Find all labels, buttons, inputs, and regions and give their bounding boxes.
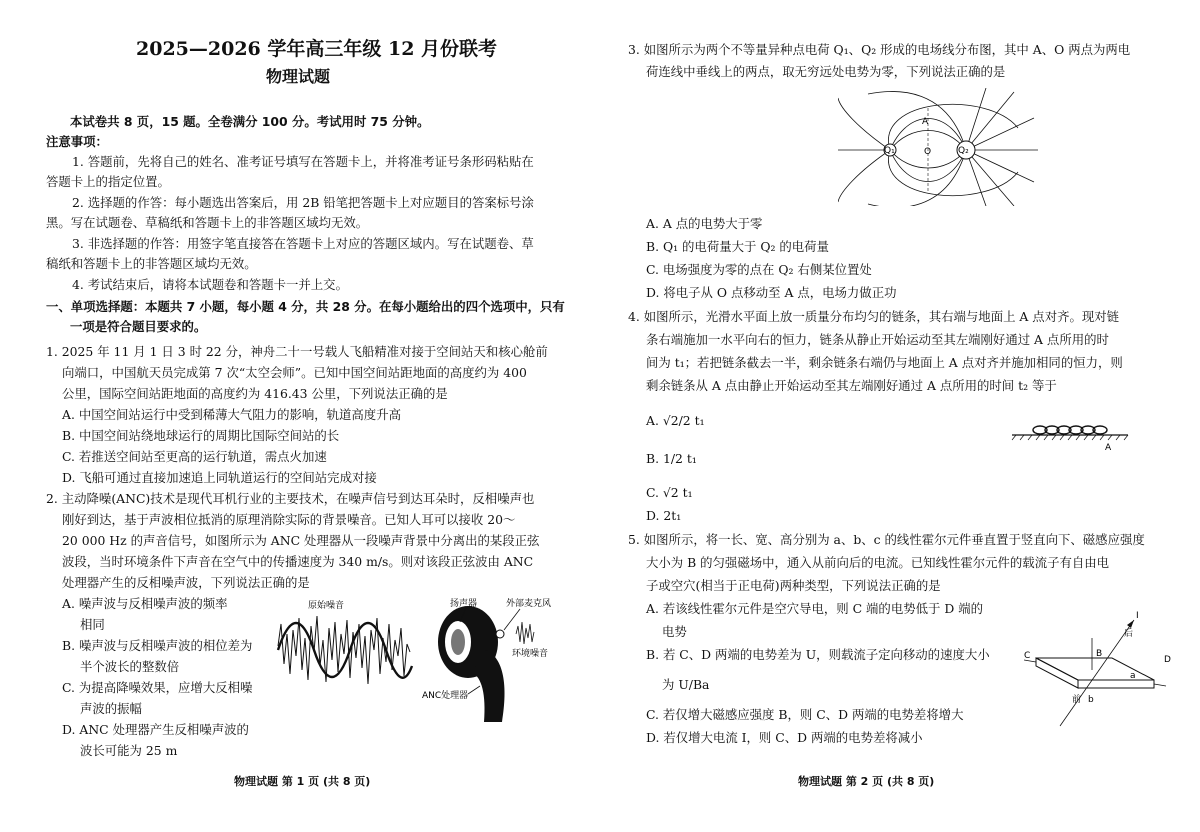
question-4-option: C. √2 t₁ <box>646 485 693 500</box>
section-heading: 一、单项选择题：本题共 7 小题，每小题 4 分，共 28 分。在每小题给出的四个选项中，只有 <box>46 299 565 314</box>
anc-figure <box>272 594 572 730</box>
a-label: a <box>1130 671 1136 681</box>
question-3-option: A. A 点的电势大于零 <box>646 216 763 231</box>
question-4-stem: 4. 如图所示，光滑水平面上放一质量分布均匀的链条，其右端与地面上 A 点对齐。现对链 <box>628 309 1120 324</box>
chain-figure <box>1010 418 1130 454</box>
noise-label: 原始噪音 <box>308 601 345 611</box>
point-a-label: A <box>1105 443 1112 453</box>
hall-element-figure <box>1024 608 1174 748</box>
question-1-stem: 1. 2025 年 11 月 1 日 3 时 22 分，神舟二十一号载人飞船精准对接于空间站天和核心舱前 <box>46 344 548 359</box>
question-3-option: D. 将电子从 O 点移动至 A 点，电场力做正功 <box>646 285 897 300</box>
question-2-option: D. ANC 处理器产生反相噪声波的 <box>62 722 249 737</box>
question-2-stem: 20 000 Hz 的声音信号，如图所示为 ANC 处理器从一段噪声背景中分离出的某段正弦 <box>62 533 540 548</box>
exam-intro: 本试卷共 8 页，15 题。全卷满分 100 分。考试用时 75 分钟。 <box>70 114 430 129</box>
question-2-option: 半个波长的整数倍 <box>80 659 180 674</box>
question-4-stem: 条右端施加一水平向右的恒力，链条从静止开始运动至其左端刚好通过 A 点所用的时 <box>646 332 1109 347</box>
notice-line: 黑。写在试题卷、草稿纸和答题卡上的非答题区域均无效。 <box>46 215 369 230</box>
question-2-stem: 2. 主动降噪(ANC)技术是现代耳机行业的主要技术，在噪声信号到达耳朵时，反相噪声也 <box>46 491 535 506</box>
question-5-option: 电势 <box>662 624 687 639</box>
question-5-option: B. 若 C、D 两端的电势差为 U，则载流子定向移动的速度大小 <box>646 647 990 662</box>
earbud-icon <box>438 606 505 722</box>
speaker-label: 扬声器 <box>450 599 478 609</box>
question-1-option: C. 若推送空间站至更高的运行轨道，需点火加速 <box>62 449 327 464</box>
question-2-option: B. 噪声波与反相噪声波的相位差为 <box>62 638 253 653</box>
question-4-option: B. 1/2 t₁ <box>646 451 697 466</box>
question-3-stem: 荷连线中垂线上的两点，取无穷远处电势为零，下列说法正确的是 <box>646 64 1006 79</box>
question-5-option: C. 若仅增大磁感应强度 B，则 C、D 两端的电势差将增大 <box>646 707 964 722</box>
exam-subtitle: 物理试题 <box>266 67 331 86</box>
question-2-stem: 处理器产生的反相噪声波，下列说法正确的是 <box>62 575 310 590</box>
question-4-stem: 剩余链条从 A 点由静止开始运动至其左端刚好通过 A 点所用的时间 t₂ 等于 <box>646 378 1057 393</box>
mic-label: 外部麦克风 <box>506 599 552 609</box>
question-5-option: D. 若仅增大电流 I，则 C、D 两端的电势差将减小 <box>646 730 923 745</box>
question-2-stem: 波段，当时环境条件下声音在空气中的传播速度为 340 m/s。则对该段正弦波由 ANC <box>62 554 534 569</box>
question-5-option: A. 若该线性霍尔元件是空穴导电，则 C 端的电势低于 D 端的 <box>646 601 983 616</box>
question-1-option: B. 中国空间站绕地球运行的周期比国际空间站的长 <box>62 428 340 443</box>
question-2-option: 波长可能为 25 m <box>80 743 178 758</box>
question-4-stem: 间为 t₁；若把链条截去一半，剩余链条右端仍与地面上 A 点对齐并施加相同的恒力，则 <box>646 355 1123 370</box>
q1-label: Q₁ <box>884 146 895 156</box>
d-label: D <box>1164 655 1171 665</box>
question-2-option: 声波的振幅 <box>80 701 142 716</box>
section-heading: 一项是符合题目要求的。 <box>70 319 207 334</box>
c-label: C <box>1024 651 1031 661</box>
notice-title: 注意事项： <box>46 134 108 149</box>
current-arrow <box>1127 620 1134 628</box>
point-a-label: A <box>922 117 929 127</box>
notice-line: 1. 答题前，先将自己的姓名、准考证号填写在答题卡上，并将准考证号条形码粘贴在 <box>72 154 534 169</box>
question-2-option: A. 噪声波与反相噪声波的频率 <box>62 596 228 611</box>
question-3-option: B. Q₁ 的电荷量大于 Q₂ 的电荷量 <box>646 239 829 254</box>
question-1-stem: 公里，国际空间站距地面的高度约为 416.43 公里，下列说法正确的是 <box>62 386 448 401</box>
question-4-option: D. 2t₁ <box>646 508 682 523</box>
notice-line: 稿纸和答题卡上的非答题区域均无效。 <box>46 256 257 271</box>
question-5-stem: 子或空穴(相当于正电荷)两种类型，下列说法正确的是 <box>646 578 941 593</box>
current-line <box>1060 620 1134 726</box>
ground-hatch <box>1012 435 1128 440</box>
q2-label: Q₂ <box>958 146 969 156</box>
field-lines <box>838 88 1038 206</box>
b-field-label: B <box>1096 649 1103 659</box>
question-5-option: 为 U/Ba <box>662 677 710 692</box>
notice-line: 答题卡上的指定位置。 <box>46 174 170 189</box>
field-lines-figure <box>838 88 1038 206</box>
question-1-option: A. 中国空间站运行中受到稀薄大气阻力的影响，轨道高度升高 <box>62 407 401 422</box>
page-footer: 物理试题 第 1 页 (共 8 页) <box>234 775 371 788</box>
current-label: I <box>1136 611 1139 621</box>
back-label: 后 <box>1124 629 1134 639</box>
notice-line: 3. 非选择题的作答：用签字笔直接答在答题卡上对应的答题区域内。写在试题卷、草 <box>72 236 534 251</box>
exam-title: 2025—2026 学年高三年级 12 月份联考 <box>136 38 498 60</box>
question-1-option: D. 飞船可通过直接加速追上同轨道运行的空间站完成对接 <box>62 470 377 485</box>
anc-label: ANC处理器 <box>422 691 469 701</box>
question-3-stem: 3. 如图所示为两个不等量异种点电荷 Q₁、Q₂ 形成的电场线分布图，其中 A、O 两点为两电 <box>628 42 1131 57</box>
point-o-label: O <box>924 147 932 157</box>
hall-element-box <box>1036 658 1154 688</box>
question-2-stem: 刚好到达，基于声波相位抵消的原理消除实际的背景噪音。已知人耳可以接收 20～ <box>62 512 516 527</box>
question-4-option: A. √2/2 t₁ <box>646 413 705 428</box>
question-5-stem: 大小为 B 的匀强磁场中，通入从前向后的电流。已知线性霍尔元件的载流子有自由电 <box>646 555 1110 570</box>
exam-page-2 <box>600 0 1200 832</box>
question-3-option: C. 电场强度为零的点在 Q₂ 右侧某位置处 <box>646 262 872 277</box>
question-2-option: C. 为提高降噪效果，应增大反相噪 <box>62 680 253 695</box>
notice-line: 4. 考试结束后，请将本试题卷和答题卡一并上交。 <box>72 277 348 292</box>
question-2-option: 相同 <box>80 617 105 632</box>
chain-links <box>1033 426 1107 434</box>
question-5-stem: 5. 如图所示，将一长、宽、高分别为 a、b、c 的线性霍尔元件垂直置于竖直向下、磁感应强度 <box>628 532 1145 547</box>
b-label: b <box>1088 695 1094 705</box>
notice-line: 2. 选择题的作答：每小题选出答案后，用 2B 铅笔把答题卡上对应题目的答案标号涂 <box>72 195 534 210</box>
question-1-stem: 向端口，中国航天员完成第 7 次“太空会师”。已知中国空间站距地面的高度约为 400 <box>62 365 527 380</box>
front-label: 前 <box>1072 695 1082 705</box>
ambient-label: 环境噪音 <box>512 649 549 659</box>
ambient-waveform <box>516 622 534 644</box>
page-footer: 物理试题 第 2 页 (共 8 页) <box>798 775 935 788</box>
